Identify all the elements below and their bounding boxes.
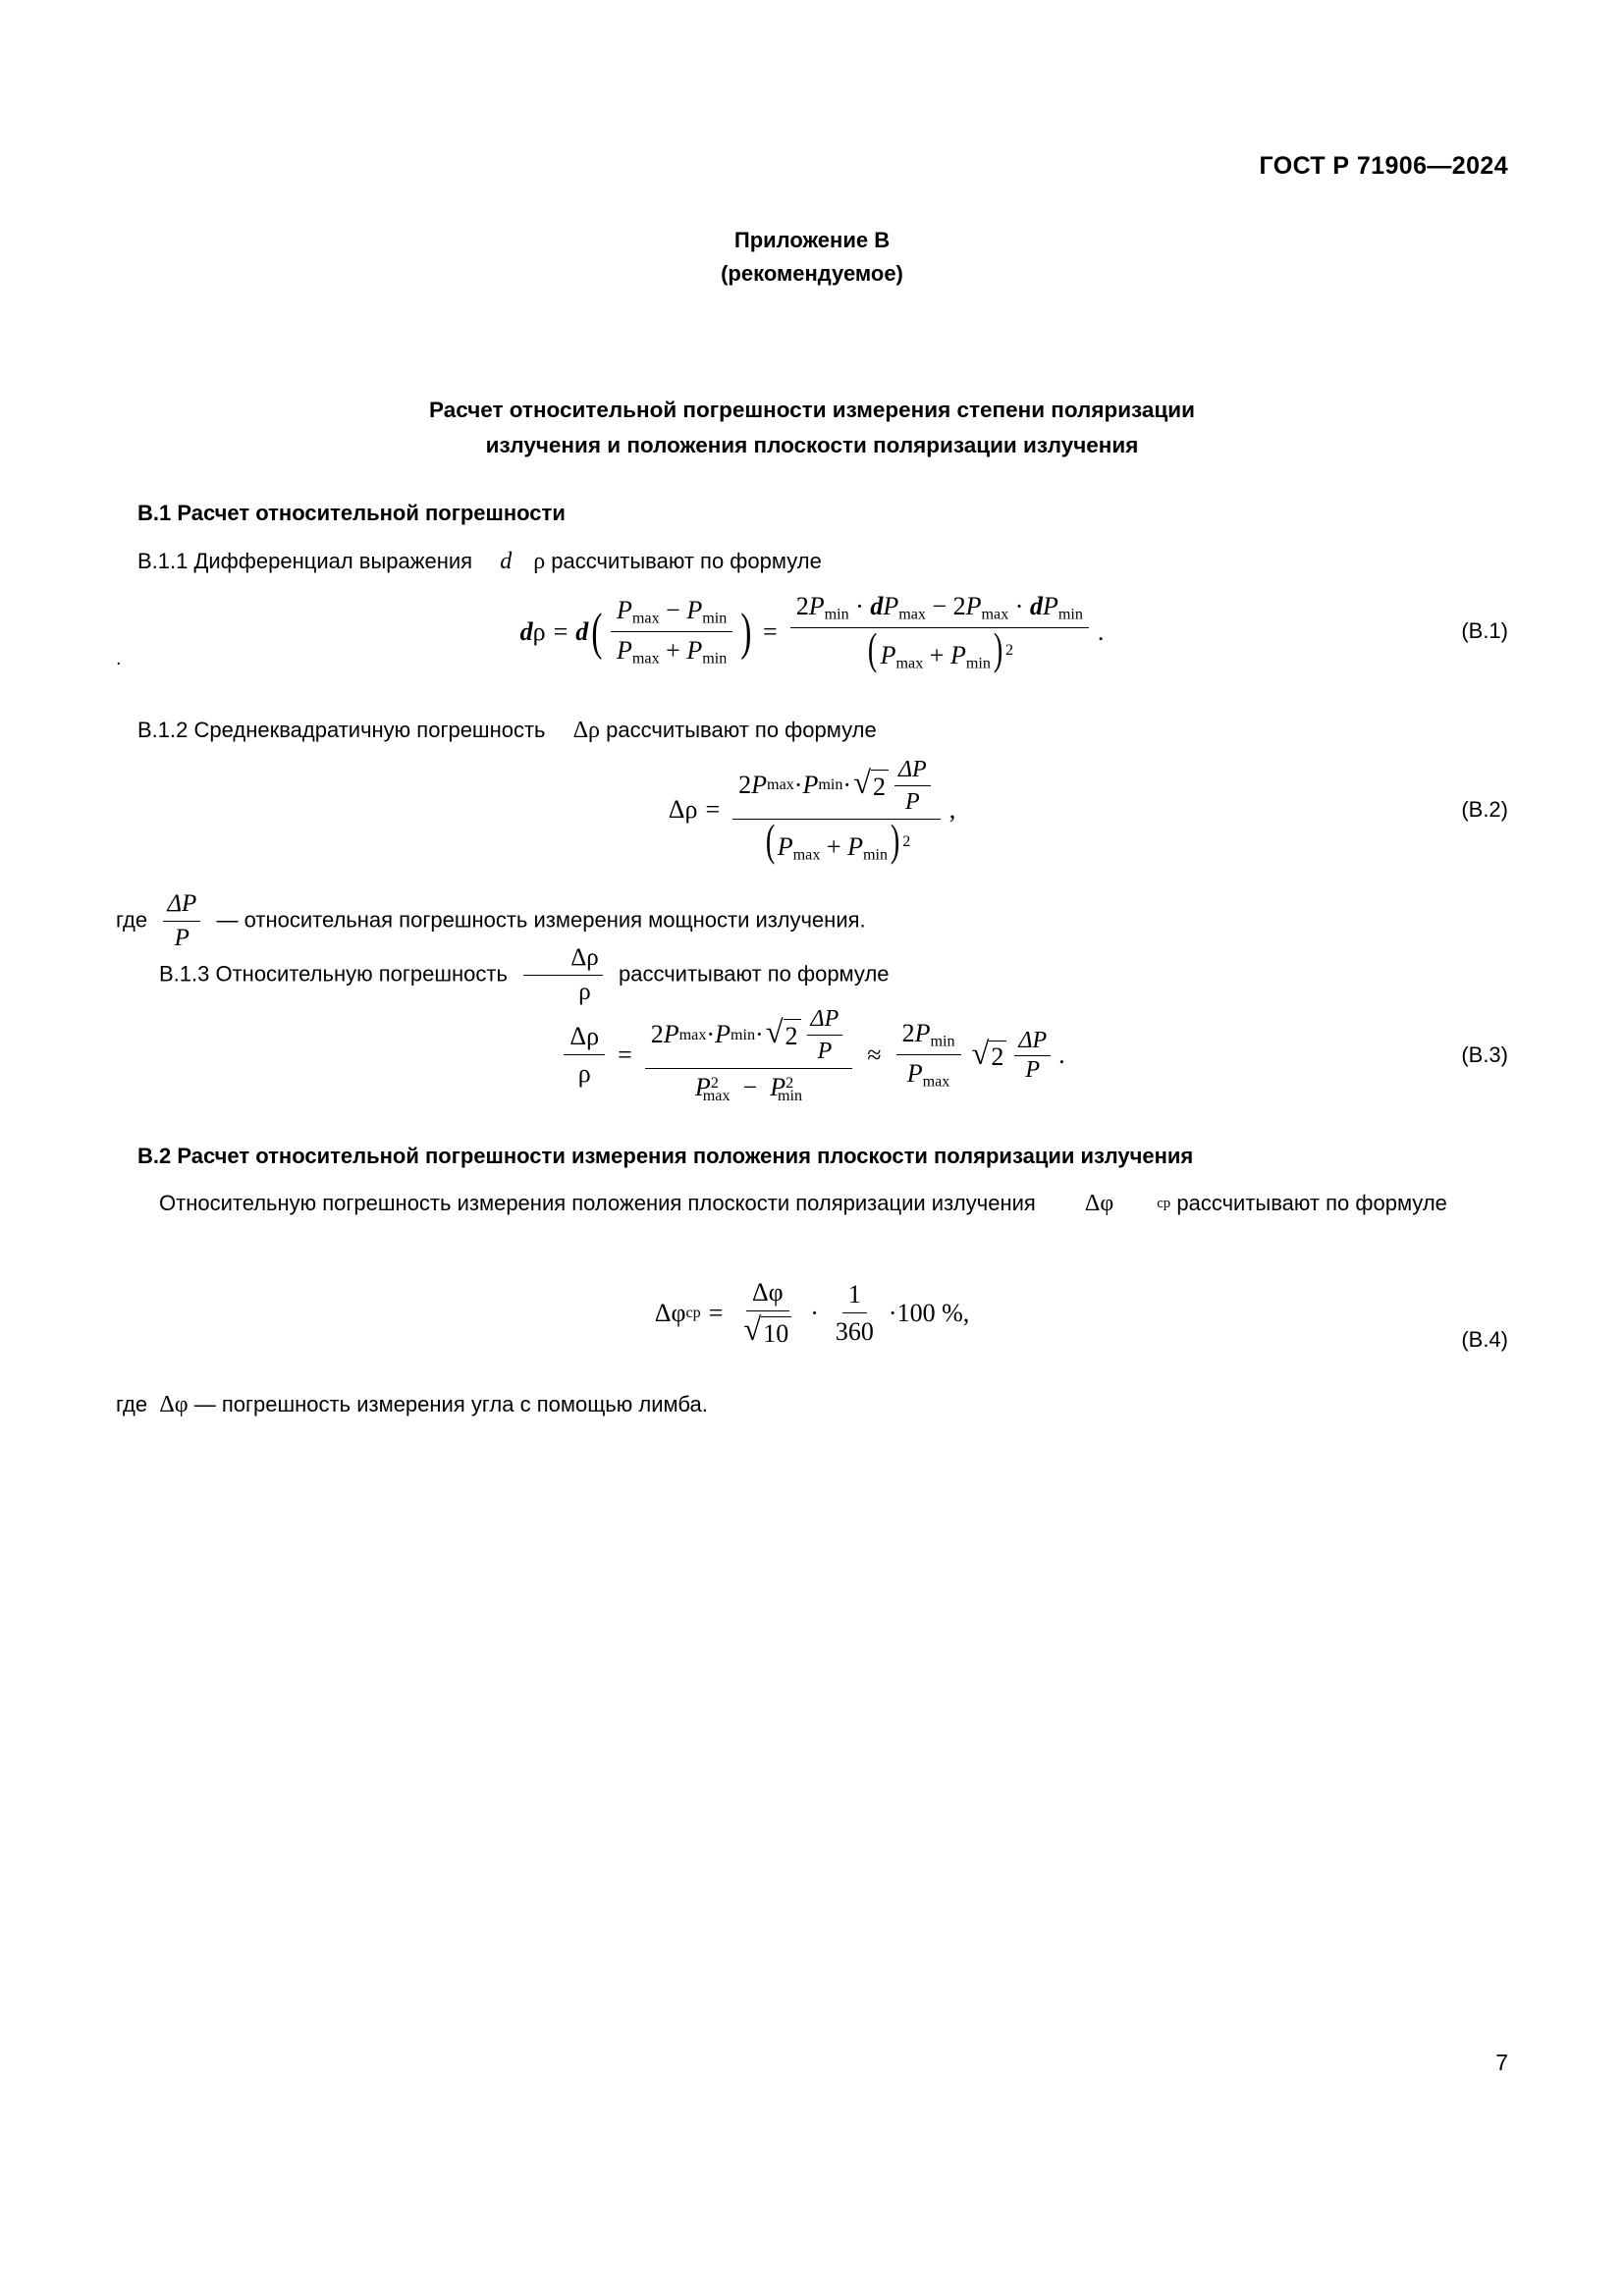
note-where-b2: где Δφ — погрешность измерения угла с помощью лимба. <box>116 1392 708 1417</box>
formula-b3-row <box>116 1001 1508 1109</box>
standard-number-header: ГОСТ Р 71906—2024 <box>1259 152 1508 180</box>
formula-b4: Δφ ср = Δφ √ 10 · $\frac{1}{360}$ ·100 %, <box>655 1277 969 1351</box>
formula-number-b1: (В.1) <box>1461 618 1508 643</box>
formula-b2-row <box>116 756 1508 864</box>
note-where-b1: где $\frac{\Delta P}{P}$ — относительная погрешность измерения мощности излучения. <box>116 890 866 951</box>
section-heading-b2: В.2 Расчет относительной погрешности измерения положения плоскости поляризации излучения <box>137 1144 1194 1168</box>
annex-label <box>116 224 1508 291</box>
paragraph-b13: В.1.3 Относительную погрешность $\frac{\Delta\rho}{\rho}$ рассчитывают по формуле <box>159 944 890 1005</box>
paragraph-b12: В.1.2 Среднеквадратичную погрешность Δρ рассчитывают по формуле <box>137 718 877 743</box>
formula-number-b3: (В.3) <box>1461 1042 1508 1067</box>
annex-title <box>116 393 1508 463</box>
annex-name: Приложение В <box>733 228 891 252</box>
formula-number-b2: (В.2) <box>1461 797 1508 822</box>
formula-b4-row <box>116 1266 1508 1361</box>
section-heading-b1: В.1 Расчет относительной погрешности <box>137 501 566 525</box>
annex-title-line-2: излучения и положения плоскости поляризации излучения <box>485 433 1139 457</box>
formula-b1-row <box>116 589 1508 675</box>
paragraph-b2-intro: Относительную погрешность измерения положения плоскости поляризации излучения Δφ ср рассчитывают по формуле <box>159 1191 1447 1216</box>
stray-mark: . <box>116 648 122 669</box>
formula-b3: $\frac{\Delta\rho}{\rho}$ = 2 P max · P min · √ 2 $\frac{\Delta P}{P}$ $P^2_{max} - P^2_{min}$ ≈ $\frac{2P_{min}}{P_{max}}$ √ 2 $\frac{\Delta P}{P}$ . <box>559 1004 1064 1106</box>
paragraph-b11: В.1.1 Дифференциал выражения d ρ рассчитывают по формуле <box>137 549 822 574</box>
annex-title-line-1: Расчет относительной погрешности измерения степени поляризации <box>429 398 1195 422</box>
formula-number-b4: (В.4) <box>1461 1327 1508 1352</box>
formula-b1: d ρ = d ( $\frac{P_{max} - P_{min}}{P_{max} + P_{min}}$ ) = $2P_{min} \cdot dP_{max} - 2P_{max} \cdot dP_{min}$ ( $P_{max} + P_{min}$ ) $^2$ . <box>519 591 1105 673</box>
page-number: 7 <box>1495 2050 1508 2075</box>
formula-b2: Δρ = 2 P max · P min · √ 2 $\frac{\Delta P}{P}$ ( $P_{max} + P_{min}$ ) $^2$ , <box>668 756 956 865</box>
annex-status: (рекомендуемое) <box>721 261 903 286</box>
